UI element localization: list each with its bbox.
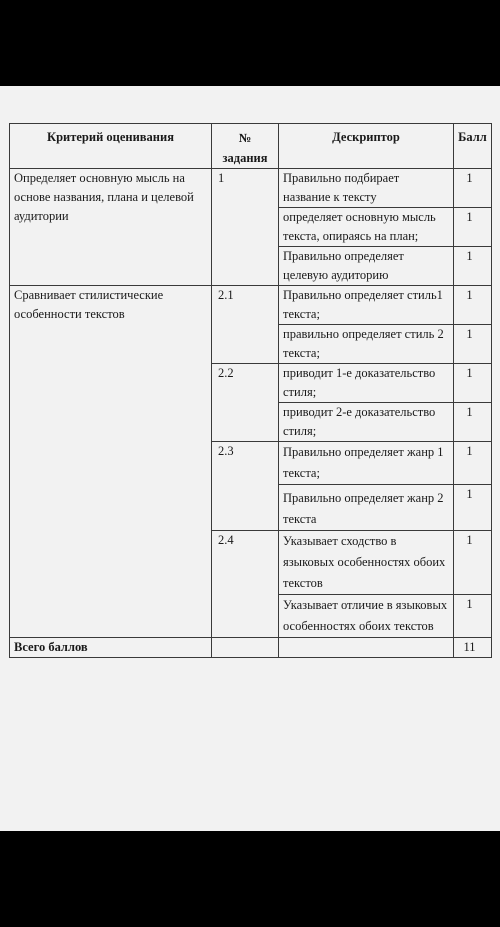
score-cell: 1 xyxy=(454,325,492,364)
descriptor-cell: Указывает отличие в языковых особенностях обоих текстов xyxy=(279,595,454,638)
empty-cell xyxy=(279,638,454,658)
score-cell: 1 xyxy=(454,442,492,485)
total-label: Всего баллов xyxy=(10,638,212,658)
assessment-table xyxy=(9,123,492,658)
document-sheet xyxy=(0,86,500,831)
empty-cell xyxy=(212,638,279,658)
score-cell: 1 xyxy=(454,286,492,325)
descriptor-cell: Правильно определяет целевую аудиторию xyxy=(279,247,454,286)
total-row xyxy=(10,638,492,658)
descriptor-cell: приводит 2-е доказательство стиля; xyxy=(279,403,454,442)
descriptor-cell: определяет основную мысль текста, опираясь на план; xyxy=(279,208,454,247)
header-row xyxy=(10,124,492,169)
descriptor-cell: Правильно определяет жанр 1 текста; xyxy=(279,442,454,485)
descriptor-cell: Правильно определяет жанр 2 текста xyxy=(279,485,454,531)
header-score: Балл xyxy=(454,124,492,169)
descriptor-cell: правильно определяет стиль 2 текста; xyxy=(279,325,454,364)
descriptor-cell: Правильно подбирает название к тексту xyxy=(279,169,454,208)
score-cell: 1 xyxy=(454,485,492,531)
score-cell: 1 xyxy=(454,595,492,638)
score-cell: 1 xyxy=(454,208,492,247)
score-cell: 1 xyxy=(454,531,492,595)
task-number-cell: 2.1 xyxy=(212,286,279,364)
descriptor-cell: Правильно определяет стиль1 текста; xyxy=(279,286,454,325)
total-value: 11 xyxy=(454,638,492,658)
score-cell: 1 xyxy=(454,403,492,442)
task-number-cell: 2.3 xyxy=(212,442,279,531)
criterion-cell: Сравнивает стилистические особенности текстов xyxy=(10,286,212,638)
header-criterion: Критерий оценивания xyxy=(10,124,212,169)
header-task-number: № задания xyxy=(212,124,279,169)
task-number-cell: 2.2 xyxy=(212,364,279,442)
table-row xyxy=(10,169,492,208)
header-descriptor: Дескриптор xyxy=(279,124,454,169)
score-cell: 1 xyxy=(454,169,492,208)
criterion-cell: Определяет основную мысль на основе названия, плана и целевой аудитории xyxy=(10,169,212,286)
score-cell: 1 xyxy=(454,247,492,286)
task-number-cell: 1 xyxy=(212,169,279,286)
descriptor-cell: Указывает сходство в языковых особенностях обоих текстов xyxy=(279,531,454,595)
task-number-cell: 2.4 xyxy=(212,531,279,638)
table-row xyxy=(10,286,492,325)
descriptor-cell: приводит 1-е доказательство стиля; xyxy=(279,364,454,403)
score-cell: 1 xyxy=(454,364,492,403)
